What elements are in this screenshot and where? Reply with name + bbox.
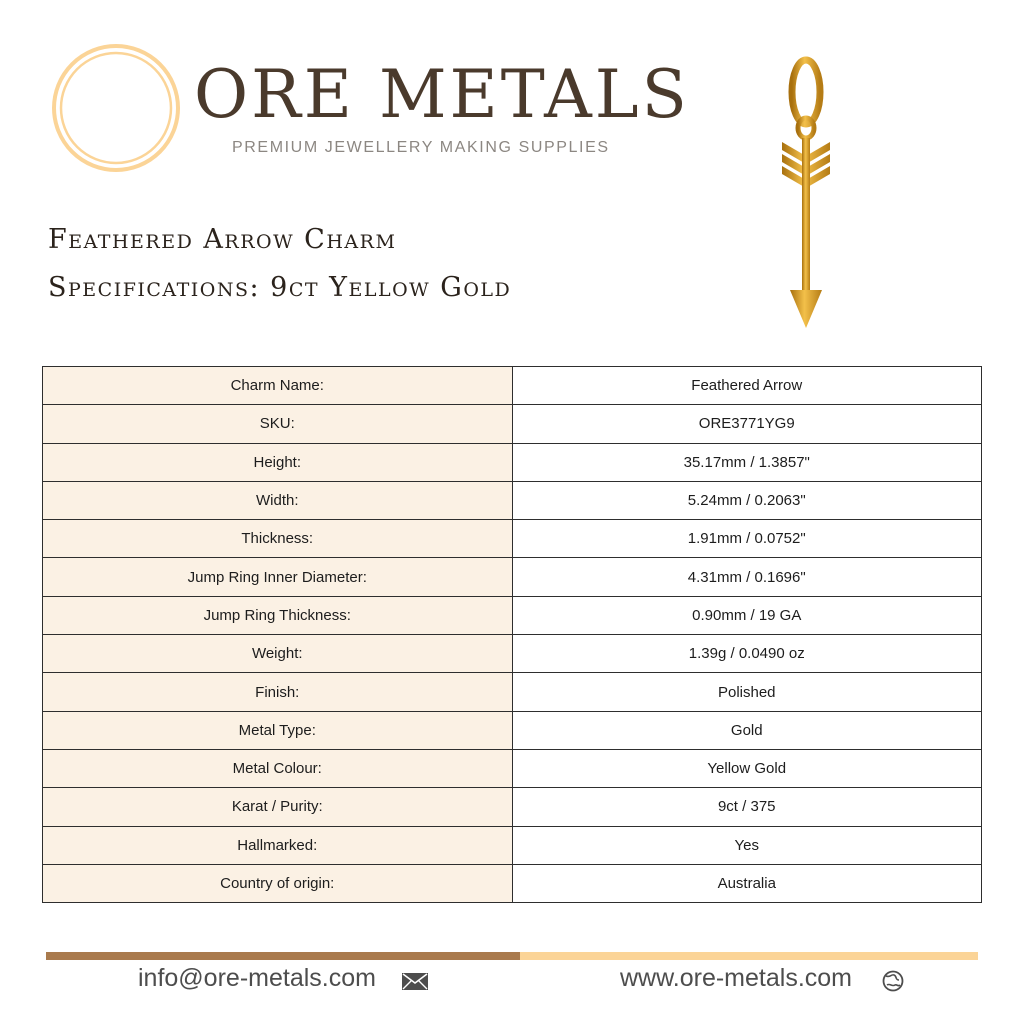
spec-label: Metal Colour: (43, 749, 513, 787)
spec-value: Yellow Gold (512, 749, 982, 787)
table-row (43, 367, 982, 405)
product-subtitle: Specifications: 9ct Yellow Gold (48, 272, 512, 303)
table-row (43, 864, 982, 902)
spec-label: Finish: (43, 673, 513, 711)
table-row (43, 520, 982, 558)
spec-value: Australia (512, 864, 982, 902)
table-row (43, 711, 982, 749)
table-row (43, 788, 982, 826)
spec-value: Polished (512, 673, 982, 711)
spec-label: Jump Ring Inner Diameter: (43, 558, 513, 596)
logo-ring-icon (50, 42, 182, 174)
spec-value: Gold (512, 711, 982, 749)
spec-label: Height: (43, 443, 513, 481)
spec-value: ORE3771YG9 (512, 405, 982, 443)
table-row (43, 596, 982, 634)
table-row (43, 749, 982, 787)
spec-value: 4.31mm / 0.1696" (512, 558, 982, 596)
spec-label: Country of origin: (43, 864, 513, 902)
footer-divider-right (520, 952, 978, 960)
spec-label: Hallmarked: (43, 826, 513, 864)
table-row (43, 405, 982, 443)
spec-value: 35.17mm / 1.3857" (512, 443, 982, 481)
footer-email-link[interactable]: info@ore-metals.com (138, 964, 376, 992)
envelope-icon (402, 973, 428, 990)
spec-value: 5.24mm / 0.2063" (512, 481, 982, 519)
spec-value: 9ct / 375 (512, 788, 982, 826)
footer-website-link[interactable]: www.ore-metals.com (620, 964, 852, 992)
spec-label: Weight: (43, 635, 513, 673)
footer-divider-left (46, 952, 520, 960)
brand-name: ORE METALS (194, 56, 690, 133)
table-row (43, 481, 982, 519)
table-row (43, 443, 982, 481)
spec-label: Thickness: (43, 520, 513, 558)
table-row (43, 635, 982, 673)
spec-label: Width: (43, 481, 513, 519)
spec-label: Jump Ring Thickness: (43, 596, 513, 634)
spec-label: SKU: (43, 405, 513, 443)
globe-icon (882, 970, 904, 992)
spec-value: Feathered Arrow (512, 367, 982, 405)
spec-label: Charm Name: (43, 367, 513, 405)
product-title: Feathered Arrow Charm (48, 224, 397, 255)
spec-value: 1.39g / 0.0490 oz (512, 635, 982, 673)
table-row (43, 673, 982, 711)
arrow-charm-icon (770, 54, 842, 334)
spec-label: Metal Type: (43, 711, 513, 749)
spec-label: Karat / Purity: (43, 788, 513, 826)
spec-value: 1.91mm / 0.0752" (512, 520, 982, 558)
spec-table (42, 366, 982, 903)
spec-value: 0.90mm / 19 GA (512, 596, 982, 634)
spec-value: Yes (512, 826, 982, 864)
table-row (43, 558, 982, 596)
table-row (43, 826, 982, 864)
brand-tagline: PREMIUM JEWELLERY MAKING SUPPLIES (232, 139, 610, 156)
